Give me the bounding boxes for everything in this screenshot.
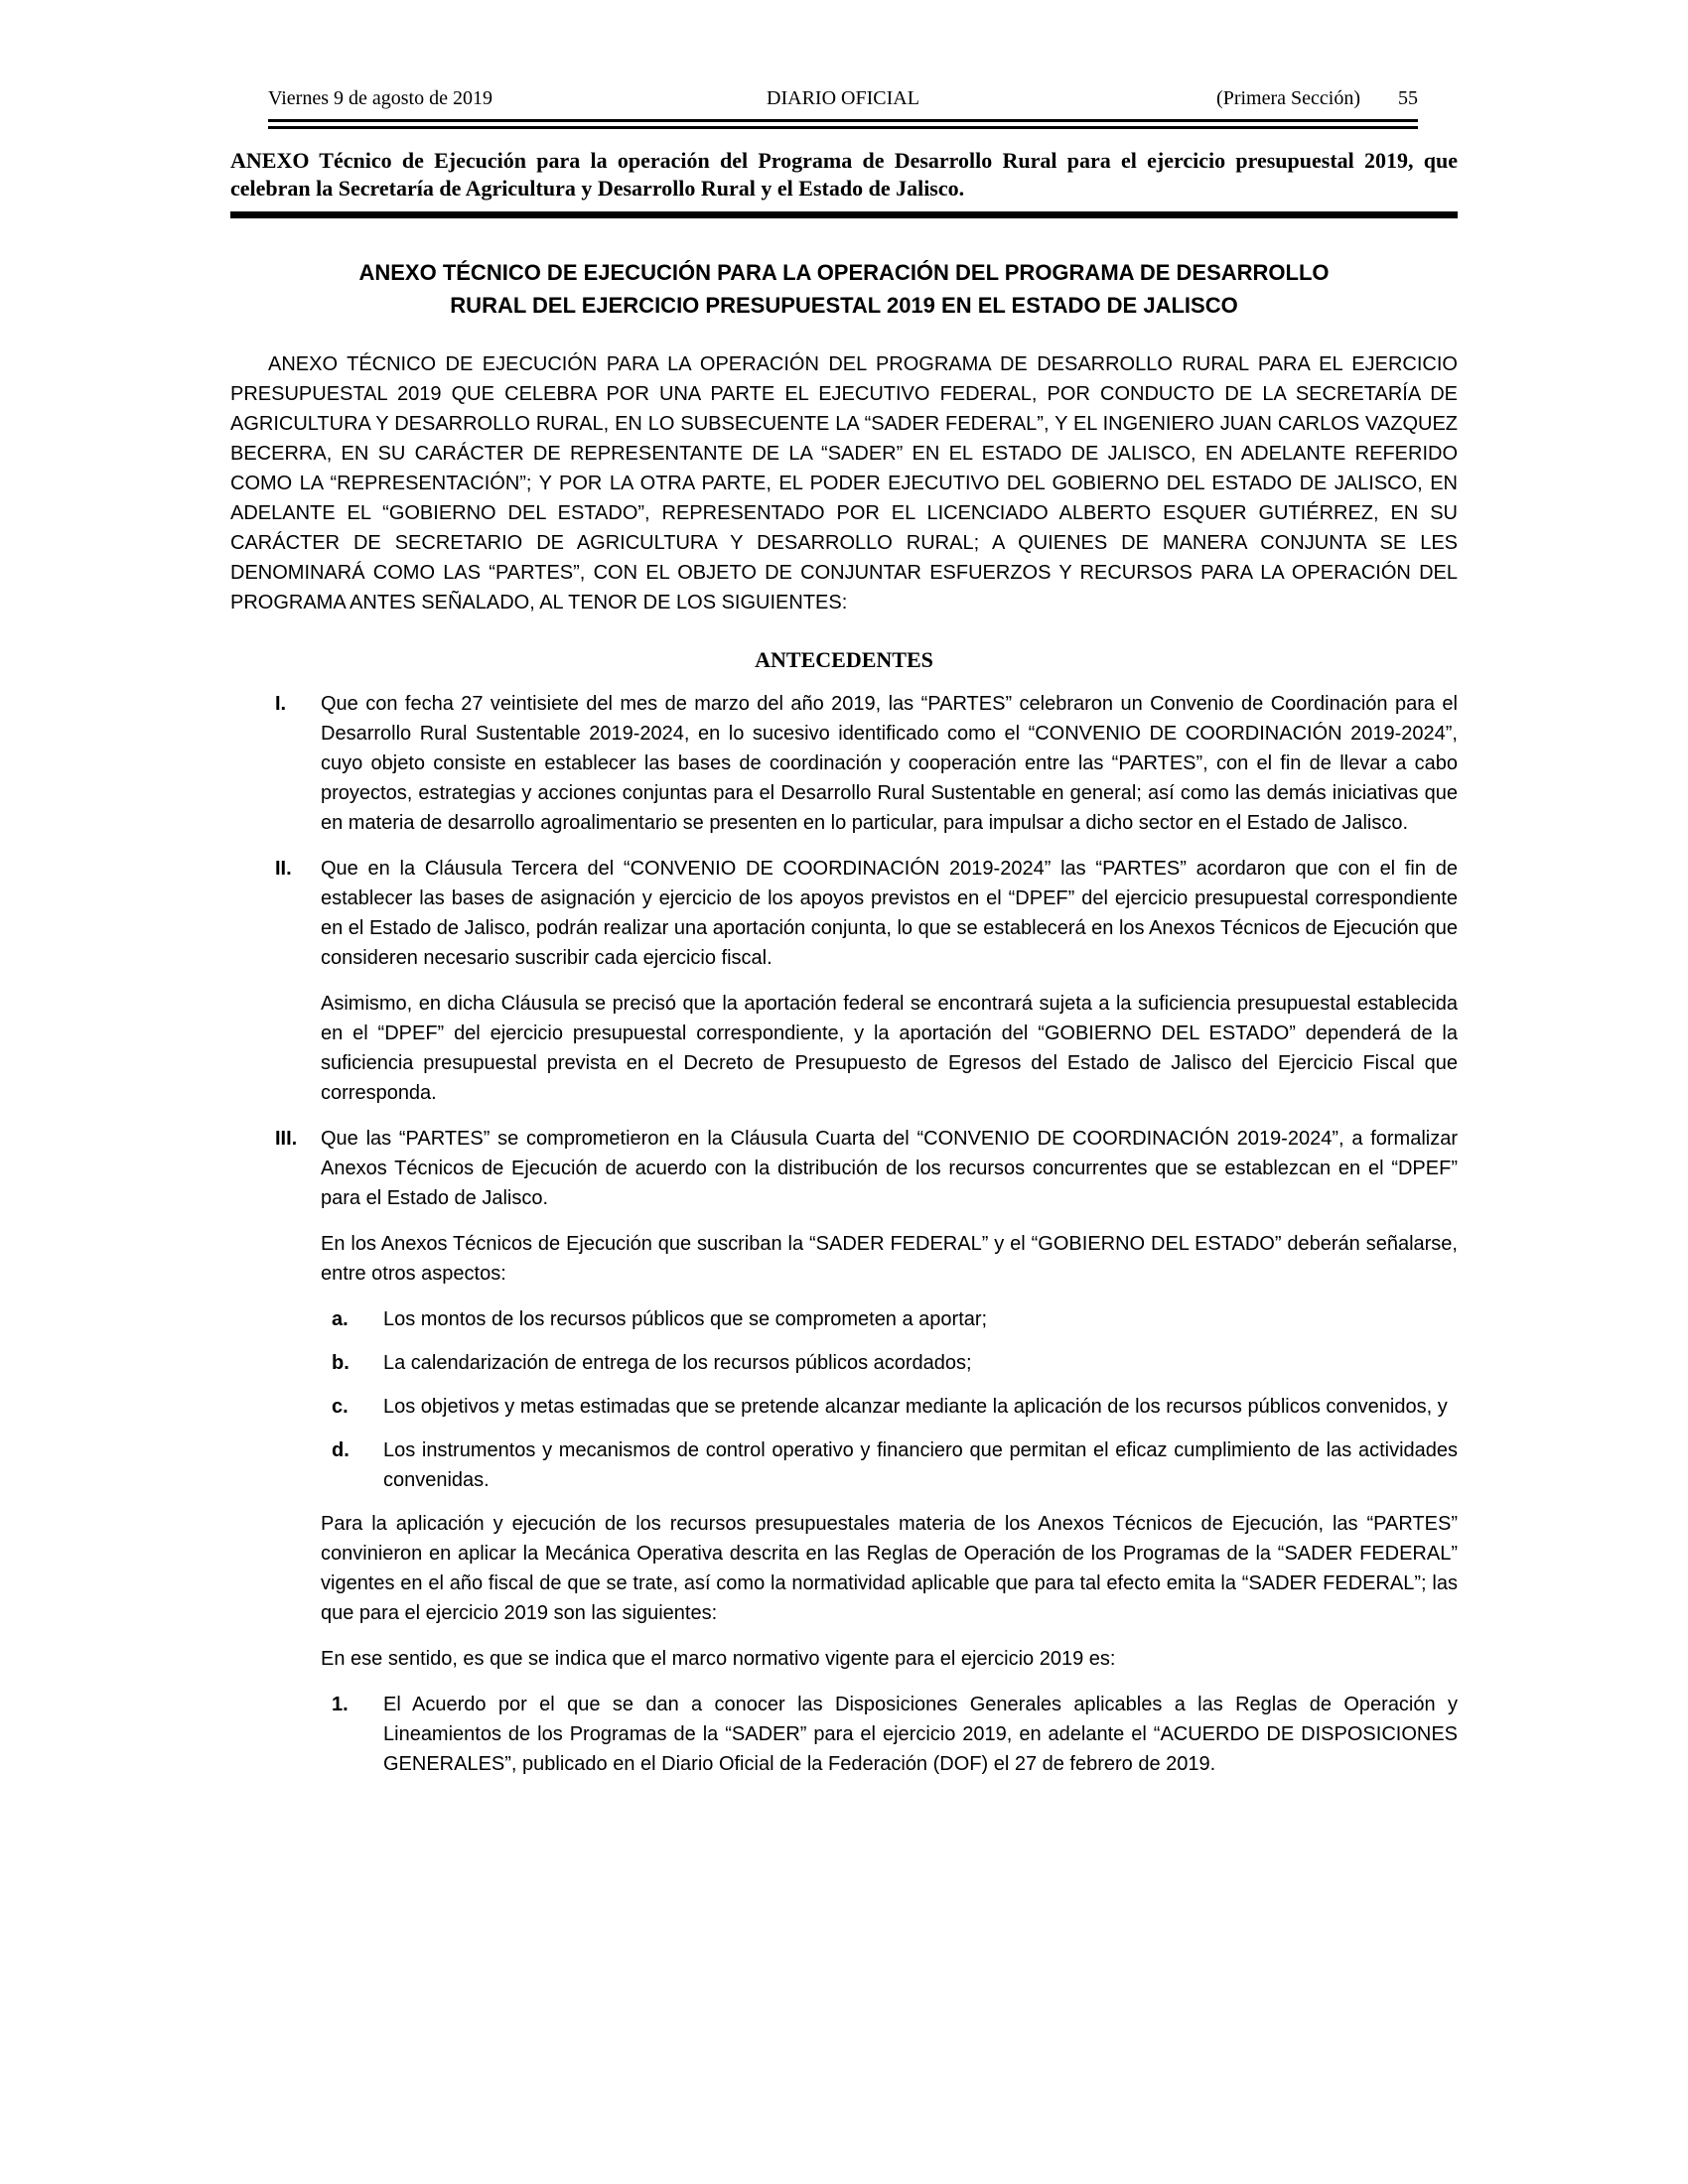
sublist-marker-a: a.: [332, 1308, 349, 1330]
normative-marker-1: 1.: [332, 1694, 349, 1715]
masthead-publication: DIARIO OFICIAL: [767, 87, 919, 109]
antecedentes-list: [230, 689, 1458, 1779]
item-paragraph: Asimismo, en dicha Cláusula se precisó que la aportación federal se encontrará sujeta a la suficiencia presupuestal establecida en el “DPEF” del ejercicio presupuestal correspondiente, y la aportación del “GOBIERNO DEL ESTADO” dependerá de la suficiencia presupuestal prevista en el Decreto de Presupuesto de Egresos del Estado de Jalisco del Ejercicio Fiscal que corresponda.: [321, 993, 1458, 1104]
masthead-page-number: 55: [1398, 87, 1418, 109]
sublist-item-d: [332, 1435, 1458, 1495]
sublist-item-a: [332, 1304, 1458, 1334]
antecedente-item-2: [230, 854, 1458, 1108]
antecedente-item-3: [230, 1124, 1458, 1289]
sublist-item-c: [332, 1392, 1458, 1422]
sublist-marker-b: b.: [332, 1352, 350, 1374]
aspect-sublist: [230, 1304, 1458, 1495]
closing-paragraph-2: En ese sentido, es que se indica que el marco normativo vigente para el ejercicio 2019 es:: [321, 1648, 1116, 1670]
sublist-text: Los objetivos y metas estimadas que se pretende alcanzar mediante la aplicación de los recursos públicos convenidos, y: [383, 1396, 1448, 1418]
item-marker-roman-2: II.: [275, 858, 292, 880]
item-marker-roman-3: III.: [275, 1128, 298, 1150]
item-text: Que con fecha 27 veintisiete del mes de marzo del año 2019, las “PARTES” celebraron un Convenio de Coordinación para el Desarrollo Rural Sustentable 2019-2024, en lo sucesivo identificado como el “CONVENIO DE COORDINACIÓN 2019-2024”, cuyo objeto consiste en establecer las bases de coordinación y cooperación entre las “PARTES”, con el fin de llevar a cabo proyectos, estrategias y acciones conjuntas para el Desarrollo Rural Sustentable en general; así como las demás iniciativas que en materia de desarrollo agroalimentario se presenten en lo particular, para impulsar a dicho sector en el Estado de Jalisco.: [321, 693, 1458, 834]
masthead-date: Viernes 9 de agosto de 2019: [268, 87, 492, 109]
sublist-text: Los instrumentos y mecanismos de control operativo y financiero que permitan el eficaz cumplimiento de las actividades convenidas.: [383, 1439, 1458, 1491]
sublist-text: Los montos de los recursos públicos que se comprometen a aportar;: [383, 1308, 988, 1330]
item-text: Que las “PARTES” se comprometieron en la Cláusula Cuarta del “CONVENIO DE COORDINACIÓN 2019-2024”, a formalizar Anexos Técnicos de Ejecución de acuerdo con la distribución de los recursos concurrentes que se establezcan en el “DPEF” para el Estado de Jalisco.: [321, 1128, 1458, 1209]
sublist-text: La calendarización de entrega de los recursos públicos acordados;: [383, 1352, 972, 1374]
masthead-section-label: (Primera Sección): [1216, 87, 1360, 109]
sublist-marker-c: c.: [332, 1396, 349, 1418]
item-marker-roman-1: I.: [275, 693, 287, 715]
item-paragraph: [275, 689, 1458, 838]
header-double-rule: [268, 119, 1418, 129]
masthead: [268, 85, 1418, 111]
item-paragraph: En los Anexos Técnicos de Ejecución que suscriban la “SADER FEDERAL” y el “GOBIERNO DEL ESTADO” deberán señalarse, entre otros aspectos:: [321, 1233, 1458, 1285]
antecedente-item-1: [230, 689, 1458, 838]
preamble-paragraph: ANEXO TÉCNICO DE EJECUCIÓN PARA LA OPERACIÓN DEL PROGRAMA DE DESARROLLO RURAL PARA EL EJERCICIO PRESUPUESTAL 2019 QUE CELEBRA POR UNA PARTE EL EJECUTIVO FEDERAL, POR CONDUCTO DE LA SECRETARÍA DE AGRICULTURA Y DESARROLLO RURAL, EN LO SUBSECUENTE LA “SADER FEDERAL”, Y EL INGENIERO JUAN CARLOS VAZQUEZ BECERRA, EN SU CARÁCTER DE REPRESENTANTE DE LA “SADER” EN EL ESTADO DE JALISCO, EN ADELANTE REFERIDO COMO LA “REPRESENTACIÓN”; Y POR LA OTRA PARTE, EL PODER EJECUTIVO DEL GOBIERNO DEL ESTADO DE JALISCO, EN ADELANTE EL “GOBIERNO DEL ESTADO”, REPRESENTADO POR EL LICENCIADO ALBERTO ESQUER GUTIÉRREZ, EN SU CARÁCTER DE SECRETARIO DE AGRICULTURA Y DESARROLLO RURAL; A QUIENES DE MANERA CONJUNTA SE LES DENOMINARÁ COMO LAS “PARTES”, CON EL OBJETO DE CONJUNTAR ESFUERZOS Y RECURSOS PARA LA OPERACIÓN DEL PROGRAMA ANTES SEÑALADO, AL TENOR DE LOS SIGUIENTES:: [230, 353, 1458, 614]
synopsis-thick-rule: [230, 211, 1458, 218]
sublist-item-b: [332, 1348, 1458, 1378]
item-paragraph: [275, 854, 1458, 973]
normative-list: [230, 1690, 1458, 1779]
document-title-line2: RURAL DEL EJERCICIO PRESUPUESTAL 2019 EN EL ESTADO DE JALISCO: [450, 293, 1238, 318]
normative-item-1: [332, 1690, 1458, 1779]
sublist-marker-d: d.: [332, 1439, 350, 1461]
document-title: [230, 256, 1458, 322]
item-paragraph: [275, 1124, 1458, 1213]
item-text: Que en la Cláusula Tercera del “CONVENIO DE COORDINACIÓN 2019-2024” las “PARTES” acordaron que con el fin de establecer las bases de asignación y ejercicio de los apoyos previstos en el “DPEF” del ejercicio presupuestal correspondiente en el Estado de Jalisco, podrán realizar una aportación conjunta, lo que se establecerá en los Anexos Técnicos de Ejecución que consideren necesario suscribir cada ejercicio fiscal.: [321, 858, 1458, 969]
document-title-line1: ANEXO TÉCNICO DE EJECUCIÓN PARA LA OPERACIÓN DEL PROGRAMA DE DESARROLLO: [358, 260, 1330, 285]
closing-paragraph-1: Para la aplicación y ejecución de los recursos presupuestales materia de los Anexos Técnicos de Ejecución, las “PARTES” convinieron en aplicar la Mecánica Operativa descrita en las Reglas de Operación de los Programas de la “SADER FEDERAL” vigentes en el año fiscal de que se trate, así como la normatividad aplicable que para tal efecto emita la “SADER FEDERAL”; las que para el ejercicio 2019 son las siguientes:: [321, 1513, 1458, 1624]
antecedentes-heading: ANTECEDENTES: [755, 647, 933, 672]
document-synopsis: ANEXO Técnico de Ejecución para la operación del Programa de Desarrollo Rural para el ejercicio presupuestal 2019, que celebran la Secretaría de Agricultura y Desarrollo Rural y el Estado de Jalisco.: [230, 148, 1458, 201]
normative-text: El Acuerdo por el que se dan a conocer las Disposiciones Generales aplicables a las Reglas de Operación y Lineamientos de los Programas de la “SADER” para el ejercicio 2019, en adelante el “ACUERDO DE DISPOSICIONES GENERALES”, publicado en el Diario Oficial de la Federación (DOF) el 27 de febrero de 2019.: [383, 1694, 1458, 1775]
